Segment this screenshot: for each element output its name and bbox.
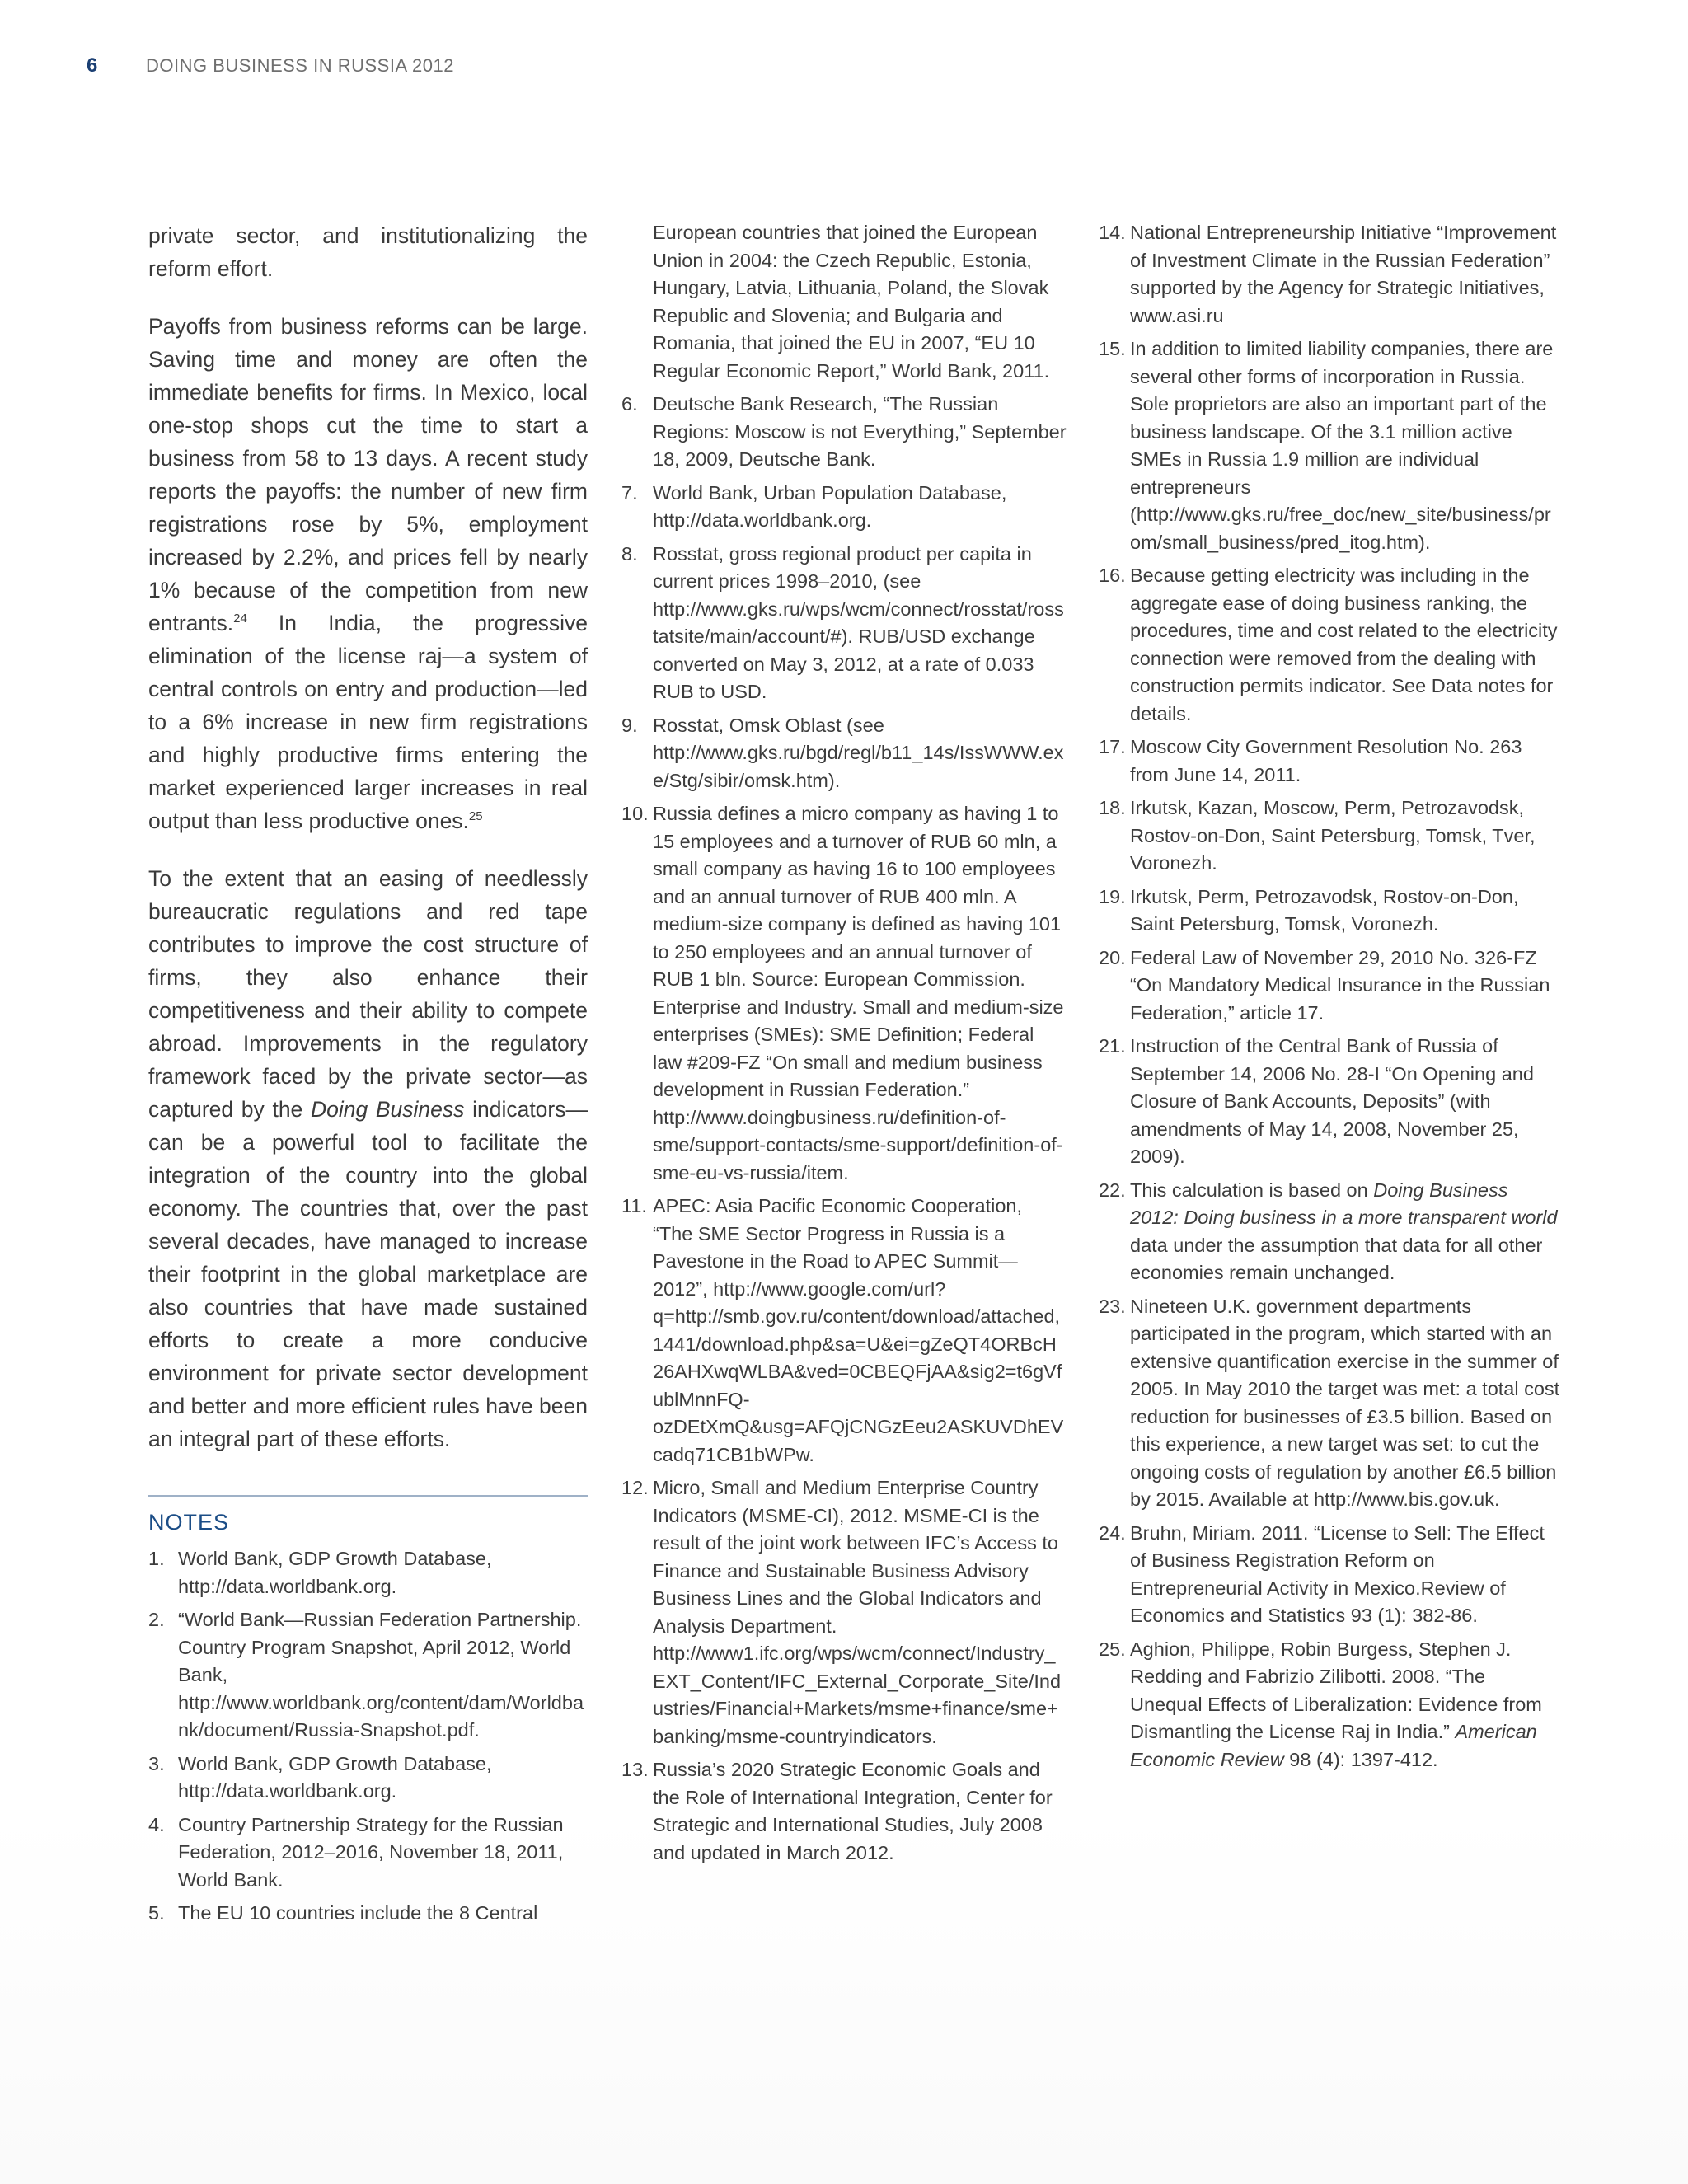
note-item: 13. Russia’s 2020 Strategic Economic Goals and the Role of International Integration, Center for Strategic and International Studies, July 2008 and updated in March 2012. [621, 1759, 1053, 1863]
note-item: 9. Rosstat, Omsk Oblast (see http://www.gks.ru/bgd/regl/b11_14s/IssWWW.exe/Stg/sibir/omsk.htm). [621, 714, 1064, 791]
body-paragraph-3: To the extent that an easing of needlessly bureaucratic regulations and red tape contributes to improve the cost structure of firms, they also enhance their competitiveness and their ability to compete abroad. Improvements in the regulatory framework faced by the private sector—as captured by the Doing Business indicators—can be a powerful tool to facilitate the integration of the country into the global economy. The countries that, over the past several decades, have managed to increase their footprint in the global marketplace are also countries that have made sustained efforts to create a more conducive environment for private sector development and better and more efficient rules have been an integral part of these efforts. [148, 866, 588, 1451]
note-item: 23. Nineteen U.K. government departments participated in the program, which started with an extensive quantification exercise in the summer of 2005. In May 2010 the target was met: a total cost reduction for businesses of £3.5 billion. Based on this experience, a new target was set: to cut the ongoing costs of regulation by another £6.5 billion by 2015. Available at http://www.bis.gov.uk. [1099, 1295, 1560, 1510]
note-item: 14. National Entrepreneurship Initiative “Improvement of Investment Climate in the Russian Federation” supported by the Agency for Strategic Initiatives, www.asi.ru [1099, 222, 1557, 326]
column-2 [621, 219, 1067, 1872]
note-item: 7. World Bank, Urban Population Database, http://data.worldbank.org. [621, 481, 1007, 531]
page-number: 6 [87, 54, 98, 77]
page-header [87, 54, 454, 77]
column-1 [148, 219, 588, 1933]
note-item: 24. Bruhn, Miriam. 2011. “License to Sell: The Effect of Business Registration Reform on Entrepreneurial Activity in Mexico.Review of Economics and Statistics 93 (1): 382-86. [1099, 1521, 1545, 1626]
note-item: 4. Country Partnership Strategy for the Russian Federation, 2012–2016, November 18, 2011, World Bank. [148, 1813, 564, 1891]
column-3 [1099, 219, 1560, 1779]
note-item: 10. Russia defines a micro company as having 1 to 15 employees and a turnover of RUB 60 mln, a small company as having 16 to 100 employees and an annual turnover of RUB 400 mln. A medium-size company is defined as having 101 to 250 employees and an annual turnover of RUB 1 bln. Source: European Commission. Enterprise and Industry. Small and medium-size enterprises (SMEs): SME Definition; Federal law #209-FZ “On small and medium business development in Russian Federation.” http://www.doingbusiness.ru/definition-of-sme/support-contacts/sme-support/definition-of-sme-eu-vs-russia/item. [621, 803, 1064, 1183]
note-item: 5. The EU 10 countries include the 8 Central [148, 1902, 538, 1924]
note-item: 11. APEC: Asia Pacific Economic Cooperation, “The SME Sector Progress in Russia is a Pavestone in the Road to APEC Summit—2012”, http://www.google.com/url?q=http://smb.gov.ru/content/download/attached,1441/download.php&sa=U&ei=gZeQT4ORBcH26AHXwqWLBA&ved=0CBEQFjAA&sig2=t6gVfublMnnFQ-ozDEtXmQ&usg=AFQjCNGzEeu2ASKUVDhEVcadq71CB1bWPw. [621, 1195, 1064, 1465]
running-title: DOING BUSINESS IN RUSSIA 2012 [146, 55, 454, 76]
note-item: 25. Aghion, Philippe, Robin Burgess, Stephen J. Redding and Fabrizio Zilibotti. 2008. “The Unequal Effects of Liberalization: Evidence from Dismantling the License Raj in India.” American Economic Review 98 (4): 1397-412. [1099, 1638, 1542, 1770]
note-item: 1. World Bank, GDP Growth Database, http://data.worldbank.org. [148, 1548, 492, 1597]
note-item: 19. Irkutsk, Perm, Petrozavodsk, Rostov-on-Don, Saint Petersburg, Tomsk, Voronezh. [1099, 885, 1519, 935]
note-item: 8. Rosstat, gross regional product per capita in current prices 1998–2010, (see http://www.gks.ru/wps/wcm/connect/rosstat/rosstatsite/main/account/#). RUB/USD exchange converted on May 3, 2012, at a rate of 0.033 RUB to USD. [621, 542, 1064, 702]
note-item: 12. Micro, Small and Medium Enterprise Country Indicators (MSME-CI), 2012. MSME-CI is the result of the joint work between IFC’s Access to Finance and Sustainable Business Advisory Business Lines and the Global Indicators and Analysis Department. http://www1.ifc.org/wps/wcm/connect/Industry_EXT_Content/IFC_External_Corporate_Site/Industries/Financial+Markets/msme+finance/sme+banking/msme-countryindicators. [621, 1477, 1062, 1747]
notes-heading: NOTES [148, 1510, 230, 1535]
body-paragraph-2: Payoffs from business reforms can be large. Saving time and money are often the immediate benefits for firms. In Mexico, local one-stop shops cut the time to start a business from 58 to 13 days. A recent study reports the payoffs: the number of new firm registrations rose by 5%, employment increased by 2.2%, and prices fell by nearly 1% because of the competition from new entrants.$^{24}$ In India, the progressive elimination of the license raj—a system of central controls on entry and production—led to a 6% increase in new firm registrations and highly productive firms entering the market experienced larger increases in real output than less productive ones.$^{25}$ [148, 314, 588, 833]
note-item: 16. Because getting electricity was including in the aggregate ease of doing business ranking, the procedures, time and cost related to the electricity connection were removed from the dealing with construction permits indicator. See Data notes for details. [1099, 565, 1558, 724]
note-item: 17. Moscow City Government Resolution No. 263 from June 14, 2011. [1099, 736, 1522, 785]
note-item: 20. Federal Law of November 29, 2010 No. 326-FZ “On Mandatory Medical Insurance in the Russian Federation,” article 17. [1099, 946, 1550, 1024]
note-item-continued: European countries that joined the European Union in 2004: the Czech Republic, Estonia, Hungary, Latvia, Lithuania, Poland, the Slovak Republic and Slovenia; and Bulgaria and Romania, that joined the EU in 2007, “EU 10 Regular Economic Report,” World Bank, 2011. [653, 222, 1050, 382]
footnote-ref-24: 24 [233, 612, 247, 626]
note-item: 22. This calculation is based on Doing Business 2012: Doing business in a more transparent world data under the assumption that data for all other economies remain unchanged. [1099, 1179, 1558, 1283]
footnote-ref-25: 25 [468, 809, 483, 824]
note-item: 21. Instruction of the Central Bank of Russia of September 14, 2006 No. 28-I “On Opening and Closure of Bank Accounts, Deposits” (with amendments of May 14, 2008, November 25, 2009). [1099, 1035, 1534, 1167]
note-item: 6. Deutsche Bank Research, “The Russian Regions: Moscow is not Everything,” September 18, 2009, Deutsche Bank. [621, 393, 1067, 470]
notes-divider [148, 1495, 588, 1497]
body-paragraph-1: private sector, and institutionalizing the reform effort. [148, 223, 588, 281]
note-item: 2. “World Bank—Russian Federation Partnership. Country Program Snapshot, April 2012, World Bank, http://www.worldbank.org/content/dam/Worldbank/document/Russia-Snapshot.pdf. [148, 1609, 584, 1741]
note-item: 3. World Bank, GDP Growth Database, http://data.worldbank.org. [148, 1752, 492, 1802]
note-item: 15. In addition to limited liability companies, there are several other forms of incorporation in Russia. Sole proprietors are also an important part of the business landscape. Of the 3.1 million active SMEs in Russia 1.9 million are individual entrepreneurs (http://www.gks.ru/free_doc/new_site/business/prom/small_business/pred_itog.htm). [1099, 338, 1554, 553]
note-item: 18. Irkutsk, Kazan, Moscow, Perm, Petrozavodsk, Rostov-on-Don, Saint Petersburg, Tomsk, Tver, Voronezh. [1099, 797, 1536, 874]
